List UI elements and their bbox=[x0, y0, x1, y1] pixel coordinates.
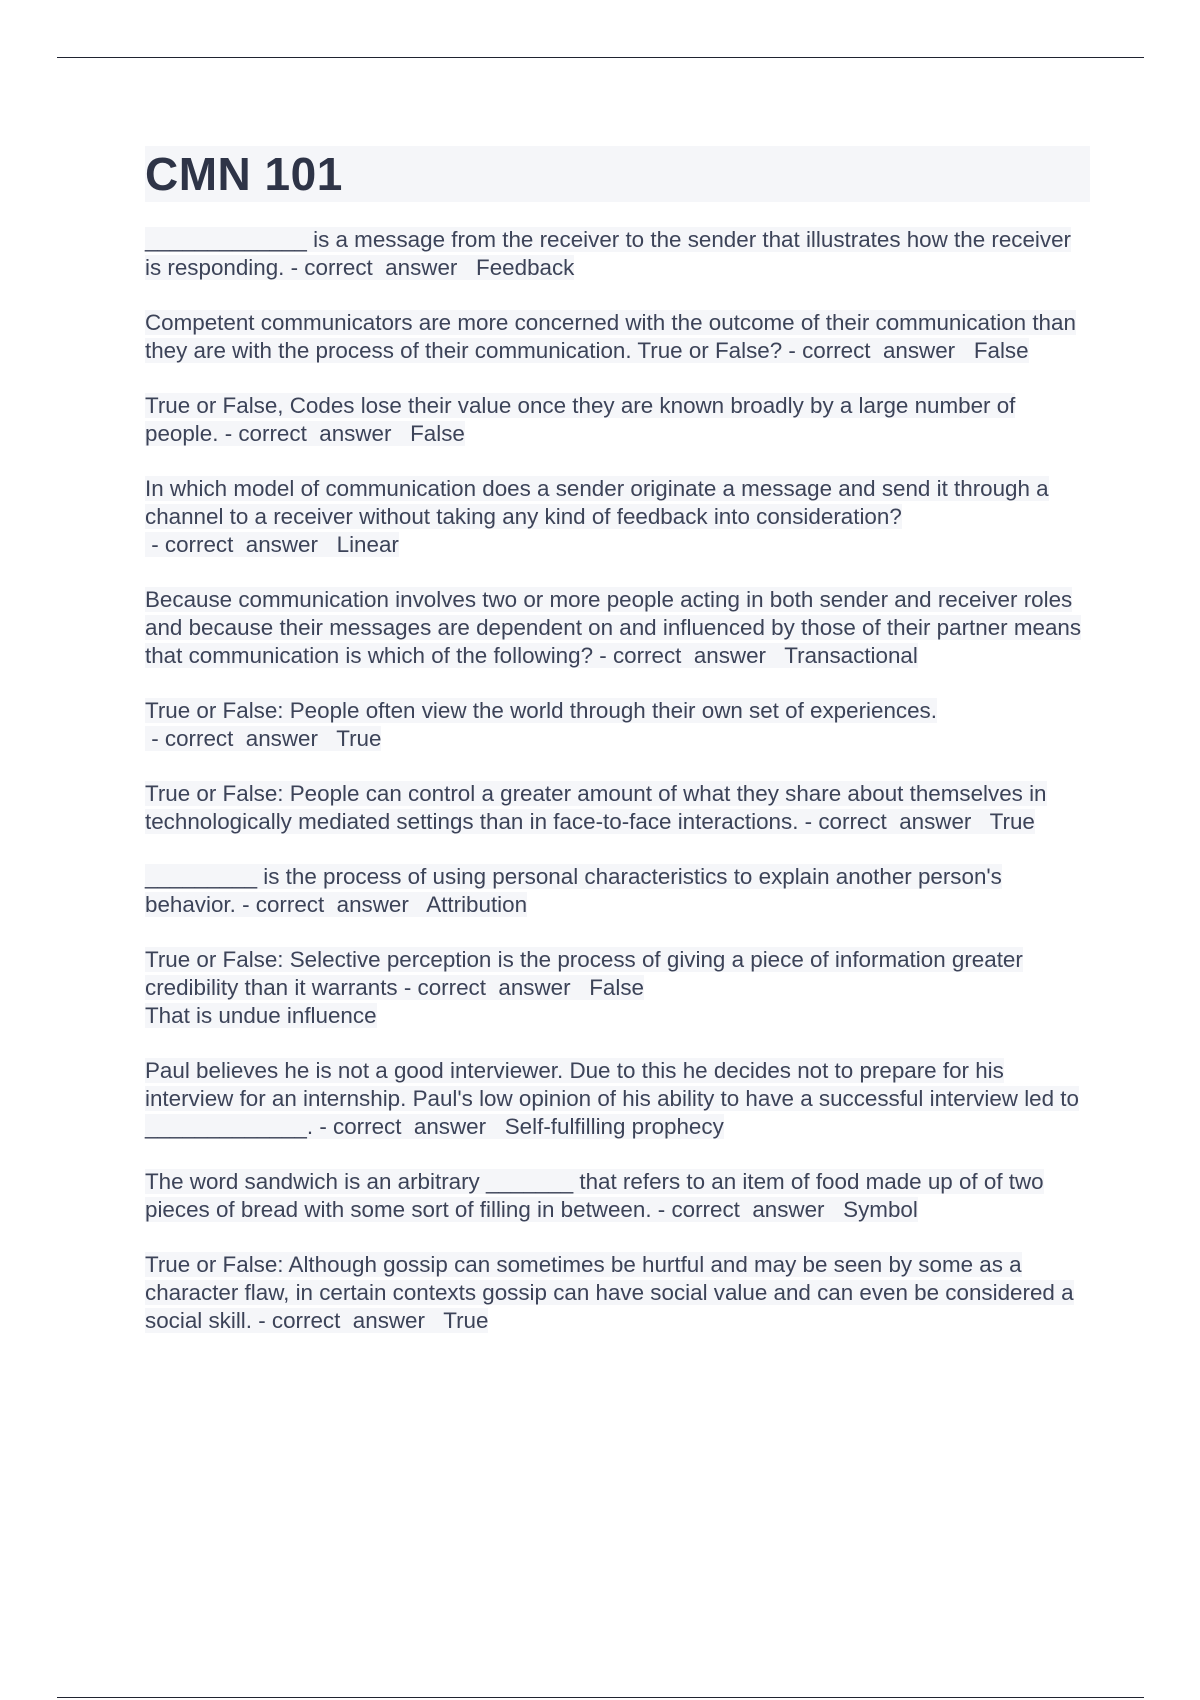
answer-label: - correct answer bbox=[782, 338, 974, 363]
question-text: Paul believes he is not a good interviewer. Due to this he decides not to prepare for his interview for an internship. Paul's low opinion of his ability to have a successful interview led to _____________. bbox=[145, 1058, 1079, 1139]
answer-note: That is undue influence bbox=[145, 1003, 377, 1028]
answer-text: Self-fulfilling prophecy bbox=[504, 1114, 724, 1139]
question-text: _____________ is a message from the receiver to the sender that illustrates how the receiver is responding. bbox=[145, 227, 1072, 280]
answer-text: False bbox=[410, 421, 465, 446]
qa-item bbox=[145, 780, 1090, 836]
question-text: The word sandwich is an arbitrary _______ that refers to an item of food made up of of two pieces of bread with some sort of filling in between. bbox=[145, 1169, 1044, 1222]
question-text: True or False: People can control a greater amount of what they share about themselves in technologically mediated settings than in face-to-face interactions. bbox=[145, 781, 1047, 834]
answer-label: - correct answer bbox=[651, 1197, 844, 1222]
answer-text: Feedback bbox=[476, 255, 575, 280]
answer-label: - correct answer bbox=[284, 255, 477, 280]
answer-text: True bbox=[989, 809, 1035, 834]
answer-label: - correct answer bbox=[593, 643, 785, 668]
page-title: CMN 101 bbox=[145, 148, 343, 200]
qa-item bbox=[145, 946, 1090, 1030]
qa-text bbox=[145, 310, 1076, 363]
answer-text: Linear bbox=[336, 532, 399, 557]
answer-label: - correct answer bbox=[145, 532, 337, 557]
qa-item bbox=[145, 863, 1090, 919]
qa-item bbox=[145, 1251, 1090, 1335]
answer-label: - correct answer bbox=[252, 1308, 444, 1333]
bottom-rule bbox=[57, 1697, 1144, 1698]
title-bar bbox=[145, 146, 1090, 202]
qa-text bbox=[145, 1058, 1079, 1139]
qa-item bbox=[145, 586, 1090, 670]
qa-text bbox=[145, 864, 1002, 917]
answer-label: - correct answer bbox=[235, 892, 427, 917]
qa-text bbox=[145, 227, 1071, 280]
answer-text: Attribution bbox=[426, 892, 528, 917]
qa-item bbox=[145, 392, 1090, 448]
answer-text: True bbox=[336, 726, 382, 751]
answer-label: - correct answer bbox=[218, 421, 411, 446]
qa-text bbox=[145, 587, 1081, 668]
answer-label: - correct answer bbox=[145, 726, 337, 751]
question-text: Competent communicators are more concerned with the outcome of their communication than they are with the process of their communication. True or False? bbox=[145, 310, 1076, 363]
answer-label: - correct answer bbox=[313, 1114, 505, 1139]
qa-item bbox=[145, 226, 1090, 282]
qa-item bbox=[145, 1057, 1090, 1141]
qa-text bbox=[145, 698, 937, 751]
qa-text bbox=[145, 1252, 1074, 1333]
qa-text bbox=[145, 781, 1047, 834]
answer-label: - correct answer bbox=[798, 809, 990, 834]
answer-text: Transactional bbox=[784, 643, 918, 668]
question-text: True or False, Codes lose their value once they are known broadly by a large number of people. bbox=[145, 393, 1016, 446]
answer-text: Symbol bbox=[843, 1197, 918, 1222]
question-text: True or False: People often view the world through their own set of experiences. bbox=[145, 698, 937, 723]
answer-text: True bbox=[443, 1308, 489, 1333]
qa-item bbox=[145, 1168, 1090, 1224]
qa-text bbox=[145, 393, 1015, 446]
qa-text bbox=[145, 476, 1049, 557]
qa-item bbox=[145, 697, 1090, 753]
top-rule bbox=[57, 57, 1144, 58]
qa-item bbox=[145, 309, 1090, 365]
qa-list bbox=[145, 226, 1090, 1335]
question-text: _________ is the process of using personal characteristics to explain another person's behavior. bbox=[145, 864, 1002, 917]
question-text: True or False: Selective perception is the process of giving a piece of information greater credibility than it warrants bbox=[145, 947, 1023, 1000]
question-text: Because communication involves two or more people acting in both sender and receiver roles and because their messages are dependent on and influenced by those of their partner means that communication is which of the following? bbox=[145, 587, 1082, 668]
qa-text bbox=[145, 1169, 1044, 1222]
qa-item bbox=[145, 475, 1090, 559]
document-body bbox=[145, 146, 1090, 1362]
answer-text: False bbox=[589, 975, 645, 1000]
question-text: In which model of communication does a sender originate a message and send it through a channel to a receiver without taking any kind of feedback into consideration? bbox=[145, 476, 1049, 529]
answer-text: False bbox=[973, 338, 1029, 363]
question-text: True or False: Although gossip can sometimes be hurtful and may be seen by some as a character flaw, in certain contexts gossip can have social value and can even be considered a social skill. bbox=[145, 1252, 1074, 1333]
answer-label: - correct answer bbox=[397, 975, 590, 1000]
qa-text bbox=[145, 947, 1023, 1000]
